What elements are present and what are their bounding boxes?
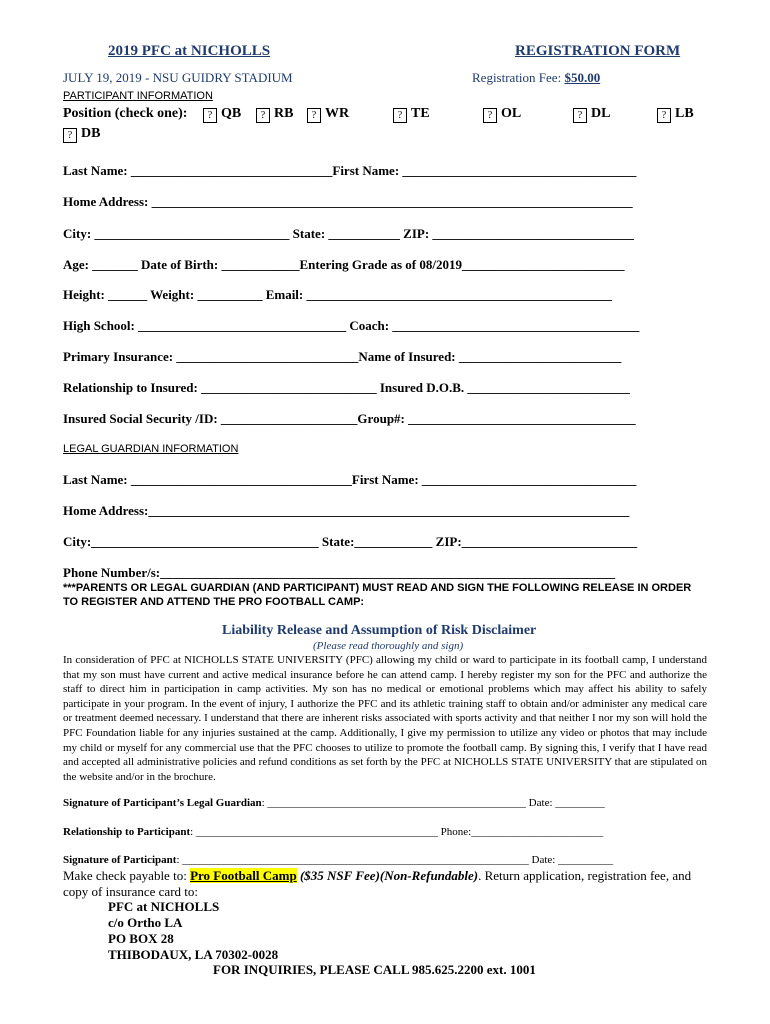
address-line-3: PO BOX 28 (108, 931, 174, 946)
participant-name-line[interactable]: Last Name: _______________________________First Name: ____________________________________ (63, 163, 637, 178)
participant-signature-field[interactable]: : _______________________________________________________________ Date: __________ (176, 854, 614, 866)
position-wr[interactable] (307, 106, 349, 123)
participant-relationship-line[interactable]: Relationship to Insured: ___________________________ Insured D.O.B. _________________________ (63, 380, 630, 395)
participant-age-line[interactable]: Age: _______ Date of Birth: ____________Entering Grade as of 08/2019_________________________ (63, 257, 625, 272)
guardian-signature-line[interactable] (63, 797, 605, 809)
checkbox-lb[interactable]: ? (657, 108, 671, 123)
participant-signature-label: Signature of Participant (63, 854, 177, 866)
position-qb[interactable] (203, 106, 241, 123)
checkbox-ol[interactable]: ? (483, 108, 497, 123)
position-ol-label: OL (501, 106, 522, 121)
participant-section-label: PARTICIPANT INFORMATION (63, 90, 213, 102)
position-ol[interactable] (483, 106, 521, 123)
guardian-signature-label: Signature of Participant’s Legal Guardian (63, 797, 262, 809)
checkbox-db[interactable]: ? (63, 128, 77, 143)
payment-suffix: . Return application, registration fee, and copy of insurance card to: (63, 868, 692, 899)
fee-value: $50.00 (564, 70, 601, 85)
guardian-signature-field[interactable]: : _______________________________________________ Date: _________ (261, 797, 605, 809)
mailing-address (108, 899, 278, 963)
checkbox-wr[interactable]: ? (307, 108, 321, 123)
position-te-label: TE (411, 106, 430, 121)
payment-instructions (63, 868, 703, 900)
guardian-city-line[interactable]: City:___________________________________ State:____________ ZIP:___________________________ (63, 534, 638, 549)
guardian-phone-line[interactable]: Phone Number/s:______________________________________________________________________ (63, 565, 616, 580)
checkbox-te[interactable]: ? (393, 108, 407, 123)
registration-fee (472, 70, 600, 86)
checkbox-dl[interactable]: ? (573, 108, 587, 123)
position-db-label: DB (81, 126, 101, 141)
participant-insurance-line[interactable]: Primary Insurance: ____________________________Name of Insured: _________________________ (63, 349, 622, 364)
position-rb-label: RB (274, 106, 294, 121)
participant-ssn-line[interactable]: Insured Social Security /ID: _____________________Group#: ___________________________________ (63, 411, 636, 426)
liability-body: In consideration of PFC at NICHOLLS STATE UNIVERSITY (PFC) allowing my child or ward to participate in its football camp, I understand that my son must have current and active medical insurance before he can attend camp. I hereby register my son for the PFC and authorize the staff to direct him in participation in camp activities. My son has no medical or emotional problems which may affect his ability to safely participate in your program. In the event of injury, I authorize the PFC and its athletic training staff to obtain and/or administer any medical care or treatment deemed necessary. I understand that there are inherent risks associated with sports activity and that neither I nor my son will hold the PFC Foundation liable for any injuries sustained at the camp. Additionally, I give my permission to utilize any video or photos that may include my child or myself for any commercial use that the PFC chooses to utilize to promote the football camp. By signing this, I verify that I have read and accepted all administrative policies and refund conditions as set forth by the PFC at NICHOLLS STATE UNIVERSITY that are stipulated on the website and/or in the brochure. (63, 654, 707, 783)
position-rb[interactable] (256, 106, 293, 123)
participant-city-line[interactable]: City: ______________________________ State: ___________ ZIP: _______________________________ (63, 226, 634, 241)
event-date-location: JULY 19, 2019 - NSU GUIDRY STADIUM (63, 70, 293, 85)
event-title: 2019 PFC at NICHOLLS (108, 43, 271, 59)
guardian-address-line[interactable]: Home Address:__________________________________________________________________________ (63, 503, 630, 518)
inquiries-line: FOR INQUIRIES, PLEASE CALL 985.625.2200 ext. 1001 (213, 962, 536, 977)
nsf-fee-note: ($35 NSF Fee)(Non-Refundable) (299, 868, 479, 883)
checkbox-qb[interactable]: ? (203, 108, 217, 123)
position-wr-label: WR (325, 106, 350, 121)
guardian-name-line[interactable]: Last Name: __________________________________First Name: _________________________________ (63, 472, 637, 487)
participant-signature-line[interactable] (63, 854, 613, 866)
liability-subtitle: (Please read thoroughly and sign) (313, 640, 464, 652)
participant-address-line[interactable]: Home Address: __________________________________________________________________________ (63, 194, 633, 209)
position-label: Position (check one): (63, 106, 188, 121)
position-te[interactable] (393, 106, 430, 123)
fee-label: Registration Fee: (472, 70, 562, 85)
position-qb-label: QB (221, 106, 242, 121)
relationship-field[interactable]: : ____________________________________________ Phone:________________________ (190, 826, 604, 838)
address-line-4: THIBODAUX, LA 70302-0028 (108, 947, 279, 962)
position-dl[interactable] (573, 106, 610, 123)
checkbox-rb[interactable]: ? (256, 108, 270, 123)
payment-prefix: Make check payable to: (63, 868, 191, 883)
payee-highlight: Pro Football Camp (190, 868, 297, 883)
position-lb-label: LB (675, 106, 694, 121)
position-lb[interactable] (657, 106, 694, 123)
position-db[interactable] (63, 126, 100, 143)
guardian-section-label: LEGAL GUARDIAN INFORMATION (63, 443, 239, 455)
form-title: REGISTRATION FORM (515, 43, 681, 59)
participant-height-line[interactable]: Height: ______ Weight: __________ Email: _______________________________________________ (63, 287, 613, 302)
address-line-1: PFC at NICHOLLS (108, 899, 220, 914)
release-notice: ***PARENTS OR LEGAL GUARDIAN (AND PARTICIPANT) MUST READ AND SIGN THE FOLLOWING RELEASE IN ORDER TO REGISTER AND ATTEND THE PRO FOOTBALL CAMP: (63, 582, 692, 608)
position-dl-label: DL (591, 106, 611, 121)
relationship-label: Relationship to Participant (63, 826, 191, 838)
address-line-2: c/o Ortho LA (108, 915, 183, 930)
relationship-signature-line[interactable] (63, 826, 603, 838)
liability-title: Liability Release and Assumption of Risk Disclaimer (222, 623, 537, 638)
participant-school-line[interactable]: High School: ________________________________ Coach: ______________________________________ (63, 318, 640, 333)
